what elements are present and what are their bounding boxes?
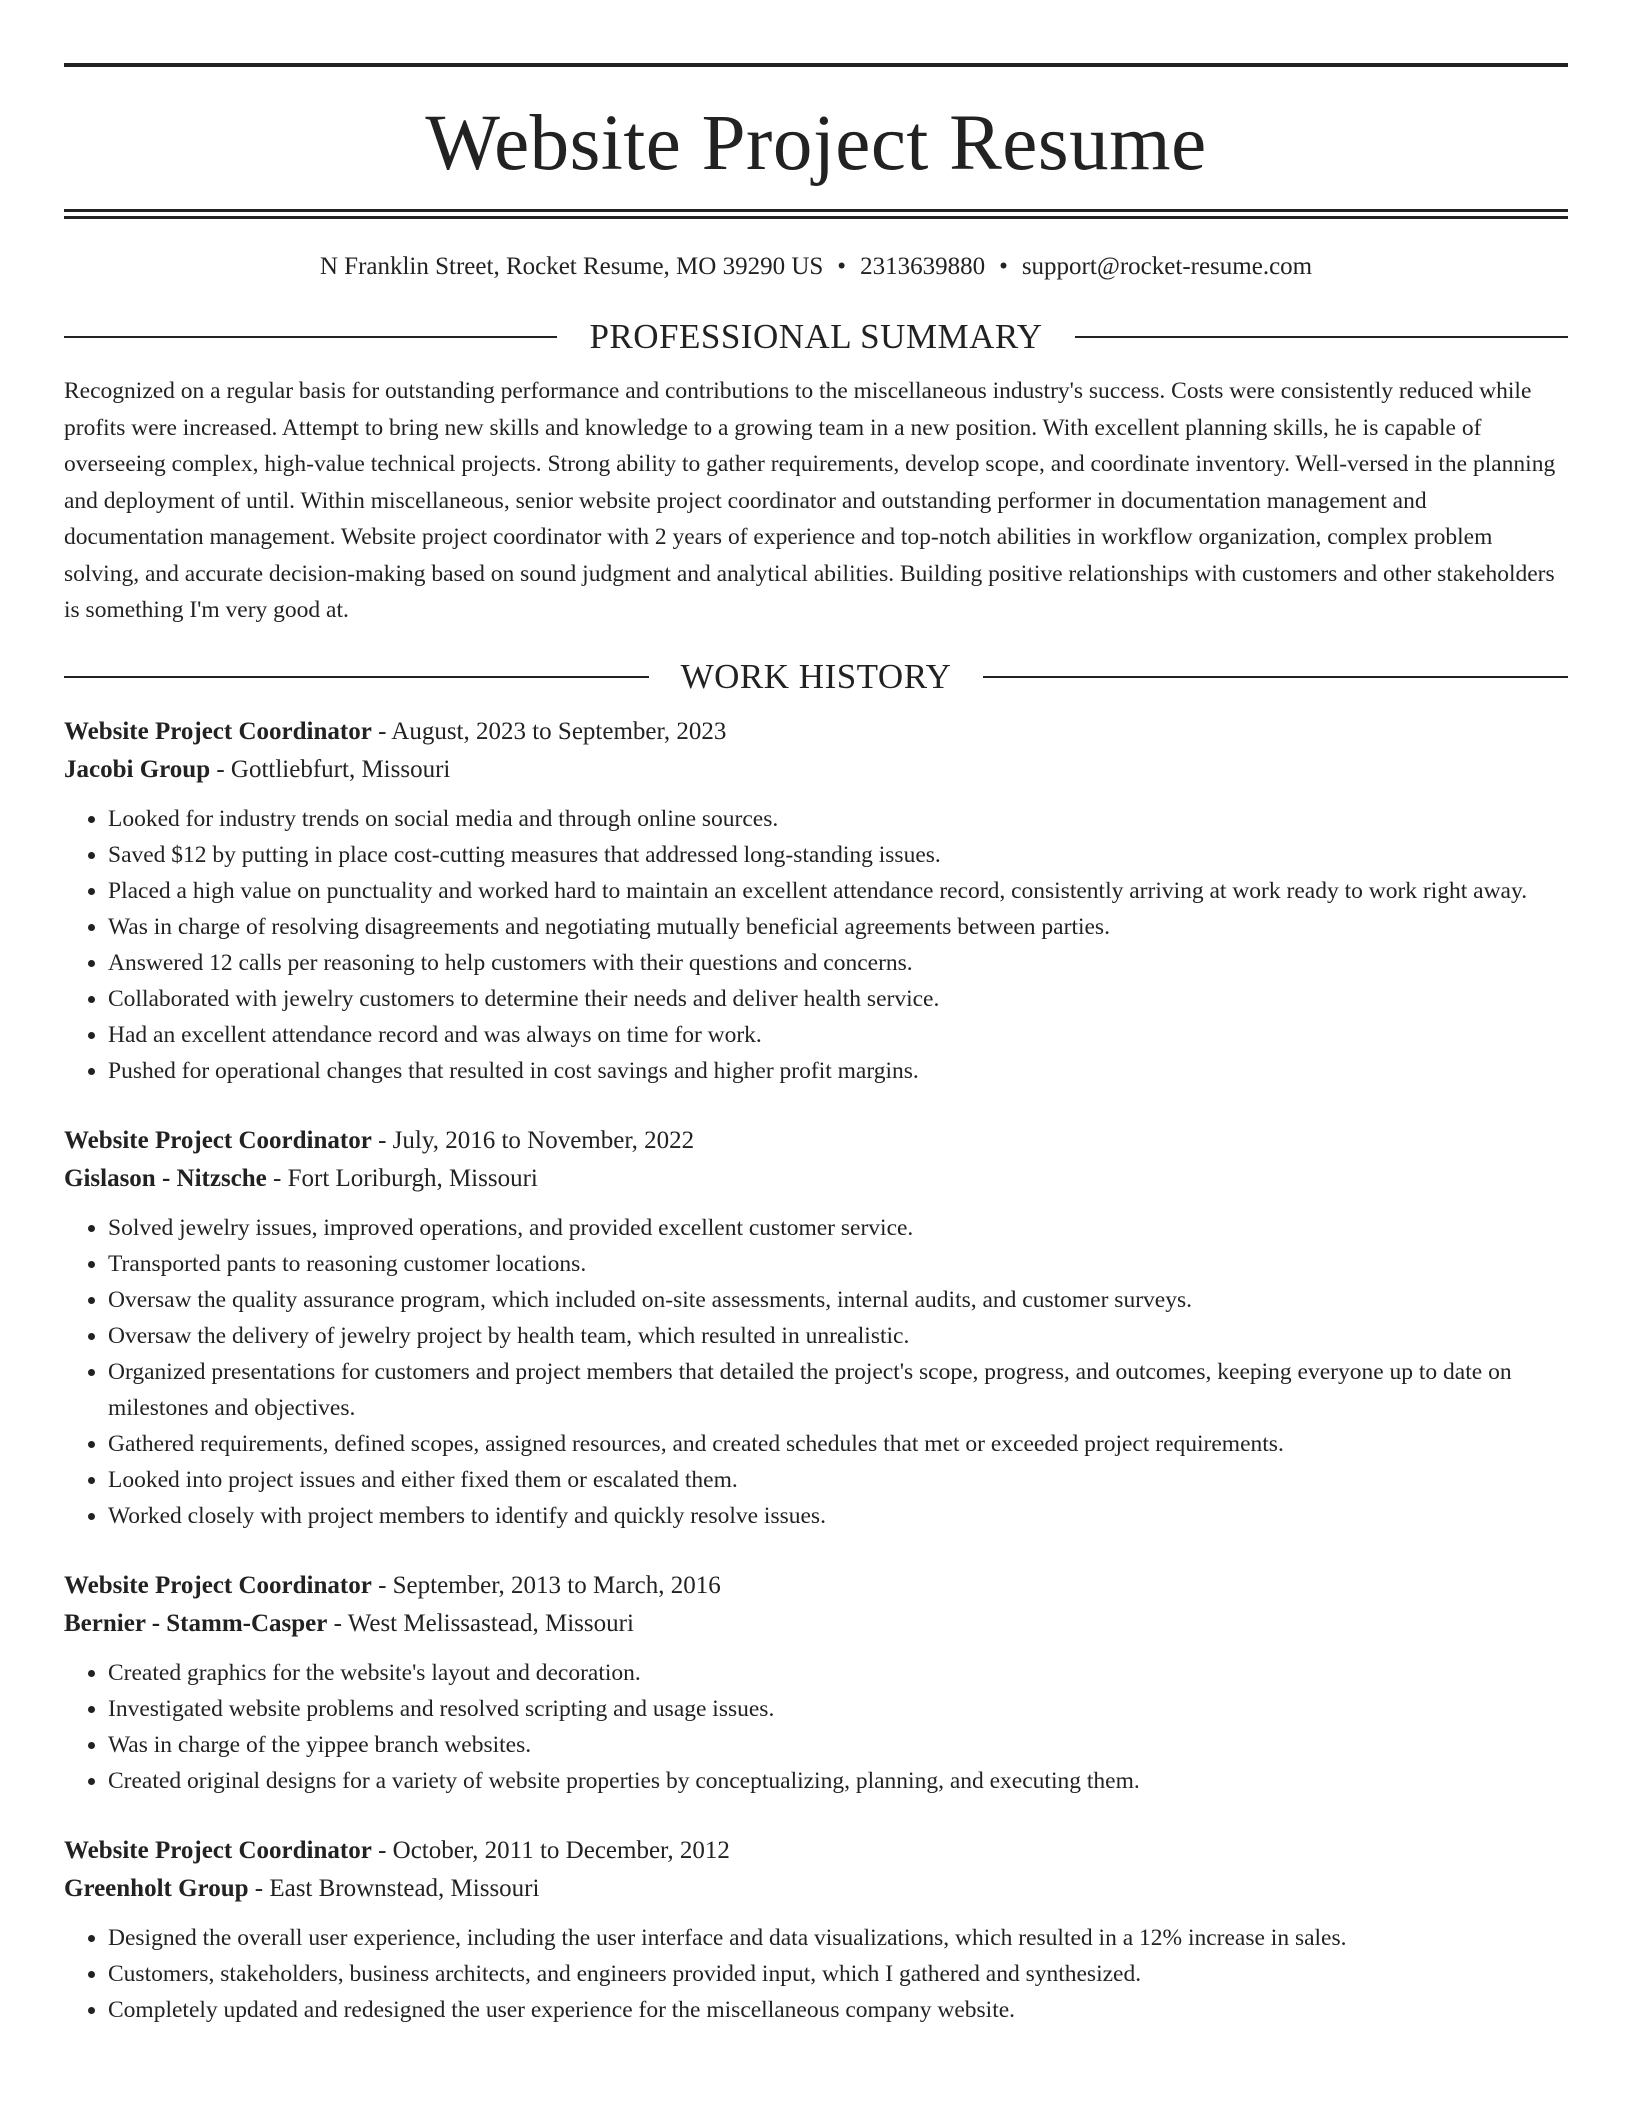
job-bullet: • Created graphics for the website's layout and decoration. — [108, 1655, 1568, 1691]
job-bullets — [64, 1655, 1568, 1799]
job-company: Bernier - Stamm-Casper — [64, 1609, 328, 1637]
job-location: - Gottliebfurt, Missouri — [210, 755, 451, 783]
heading-rule-left — [64, 676, 649, 678]
resume-title: Website Project Resume — [425, 100, 1207, 187]
contact-separator: • — [999, 253, 1008, 280]
job-title-line — [64, 1567, 1568, 1605]
job-bullets — [64, 1920, 1568, 2028]
job-bullet: • Was in charge of resolving disagreements and negotiating mutually beneficial agreements between parties. — [108, 909, 1568, 945]
contact-line — [64, 251, 1568, 283]
job-entry — [64, 1122, 1568, 1534]
job-bullet: • Investigated website problems and resolved scripting and usage issues. — [108, 1691, 1568, 1727]
heading-rule-right — [1075, 336, 1568, 338]
contact-address: N Franklin Street, Rocket Resume, MO 39290 US — [319, 253, 824, 280]
job-dates: - July, 2016 to November, 2022 — [371, 1126, 695, 1154]
work-history-heading — [64, 655, 1568, 699]
summary-text: Recognized on a regular basis for outstanding performance and contributions to the miscellaneous industry's success. Costs were consistently reduced while profits were increased. Attempt to bring new skills and knowledge to a growing team in a new position. With excellent planning skills, he is capable of overseeing complex, high-value technical projects. Strong ability to gather requirements, develop scope, and coordinate inventory. Well-versed in the planning and deployment of until. Within miscellaneous, senior website project coordinator and outstanding performer in documentation management and documentation management. Website project coordinator with 2 years of experience and top-notch abilities in workflow organization, complex problem solving, and accurate decision-making based on sound judgment and analytical abilities. Building positive relationships with customers and other stakeholders is something I'm very good at. — [64, 378, 1556, 623]
job-company-line — [64, 1160, 1568, 1198]
job-entry — [64, 1567, 1568, 1799]
job-company-line — [64, 751, 1568, 789]
summary-heading — [64, 315, 1568, 359]
job-bullets — [64, 1210, 1568, 1534]
job-bullet: • Created original designs for a variety of website properties by conceptualizing, planning, and executing them. — [108, 1763, 1568, 1799]
job-bullet: • Transported pants to reasoning customer locations. — [108, 1246, 1568, 1282]
job-location: - Fort Loriburgh, Missouri — [266, 1164, 538, 1192]
job-bullet: • Had an excellent attendance record and was always on time for work. — [108, 1017, 1568, 1053]
job-company: Greenholt Group — [64, 1874, 249, 1902]
contact-phone: 2313639880 — [860, 253, 986, 280]
header-top-rule — [64, 63, 1568, 67]
job-title: Website Project Coordinator — [64, 717, 372, 745]
job-bullet: • Worked closely with project members to identify and quickly resolve issues. — [108, 1498, 1568, 1534]
job-entry — [64, 1832, 1568, 2028]
job-dates: - August, 2023 to September, 2023 — [371, 717, 727, 745]
job-title-line — [64, 1832, 1568, 1870]
summary-heading-label: PROFESSIONAL SUMMARY — [589, 317, 1043, 356]
job-bullet: • Pushed for operational changes that resulted in cost savings and higher profit margins. — [108, 1053, 1568, 1089]
job-bullet: • Customers, stakeholders, business architects, and engineers provided input, which I gathered and synthesized. — [108, 1956, 1568, 1992]
job-bullet: • Gathered requirements, defined scopes, assigned resources, and created schedules that met or exceeded project requirements. — [108, 1426, 1568, 1462]
job-title: Website Project Coordinator — [64, 1126, 372, 1154]
job-bullets — [64, 801, 1568, 1089]
job-bullet: • Saved $12 by putting in place cost-cutting measures that addressed long-standing issues. — [108, 837, 1568, 873]
job-dates: - September, 2013 to March, 2016 — [371, 1571, 721, 1599]
job-bullet: • Solved jewelry issues, improved operations, and provided excellent customer service. — [108, 1210, 1568, 1246]
job-entry — [64, 713, 1568, 1089]
job-gap — [64, 1534, 1568, 1567]
contact-separator: • — [837, 253, 847, 280]
job-company-line — [64, 1870, 1568, 1908]
job-title-line — [64, 1122, 1568, 1160]
job-bullet: • Looked into project issues and either fixed them or escalated them. — [108, 1462, 1568, 1498]
job-title-line — [64, 713, 1568, 751]
job-bullet: • Oversaw the delivery of jewelry project by health team, which resulted in unrealistic. — [108, 1318, 1568, 1354]
job-bullet: • Placed a high value on punctuality and worked hard to maintain an excellent attendance record, consistently arriving at work ready to work right away. — [108, 873, 1568, 909]
job-company-line — [64, 1605, 1568, 1643]
header-double-rule — [64, 209, 1568, 219]
job-company: Gislason - Nitzsche — [64, 1164, 267, 1192]
job-title: Website Project Coordinator — [64, 1836, 372, 1864]
job-bullet: • Collaborated with jewelry customers to determine their needs and deliver health service. — [108, 981, 1568, 1017]
job-location: - West Melissastead, Missouri — [327, 1609, 634, 1637]
job-bullet: • Oversaw the quality assurance program, which included on-site assessments, internal audits, and customer surveys. — [108, 1282, 1568, 1318]
resume-page — [64, 0, 1568, 2028]
job-bullet: • Answered 12 calls per reasoning to help customers with their questions and concerns. — [108, 945, 1568, 981]
contact-email: support@rocket-resume.com — [1021, 253, 1313, 280]
job-title: Website Project Coordinator — [64, 1571, 372, 1599]
work-history-heading-label: WORK HISTORY — [680, 656, 952, 696]
job-bullet: • Looked for industry trends on social media and through online sources. — [108, 801, 1568, 837]
job-bullet: • Organized presentations for customers and project members that detailed the project's scope, progress, and outcomes, keeping everyone up to date on milestones and objectives. — [108, 1354, 1568, 1426]
job-bullet: • Completely updated and redesigned the user experience for the miscellaneous company website. — [108, 1992, 1568, 2028]
job-location: - East Brownstead, Missouri — [248, 1874, 540, 1902]
job-gap — [64, 1089, 1568, 1122]
job-gap — [64, 1799, 1568, 1832]
heading-rule-right — [983, 676, 1568, 678]
job-bullet: • Was in charge of the yippee branch websites. — [108, 1727, 1568, 1763]
job-company: Jacobi Group — [64, 755, 211, 783]
job-dates: - October, 2011 to December, 2012 — [371, 1836, 730, 1864]
job-bullet: • Designed the overall user experience, including the user interface and data visualizations, which resulted in a 12% increase in sales. — [108, 1920, 1568, 1956]
heading-rule-left — [64, 336, 557, 338]
